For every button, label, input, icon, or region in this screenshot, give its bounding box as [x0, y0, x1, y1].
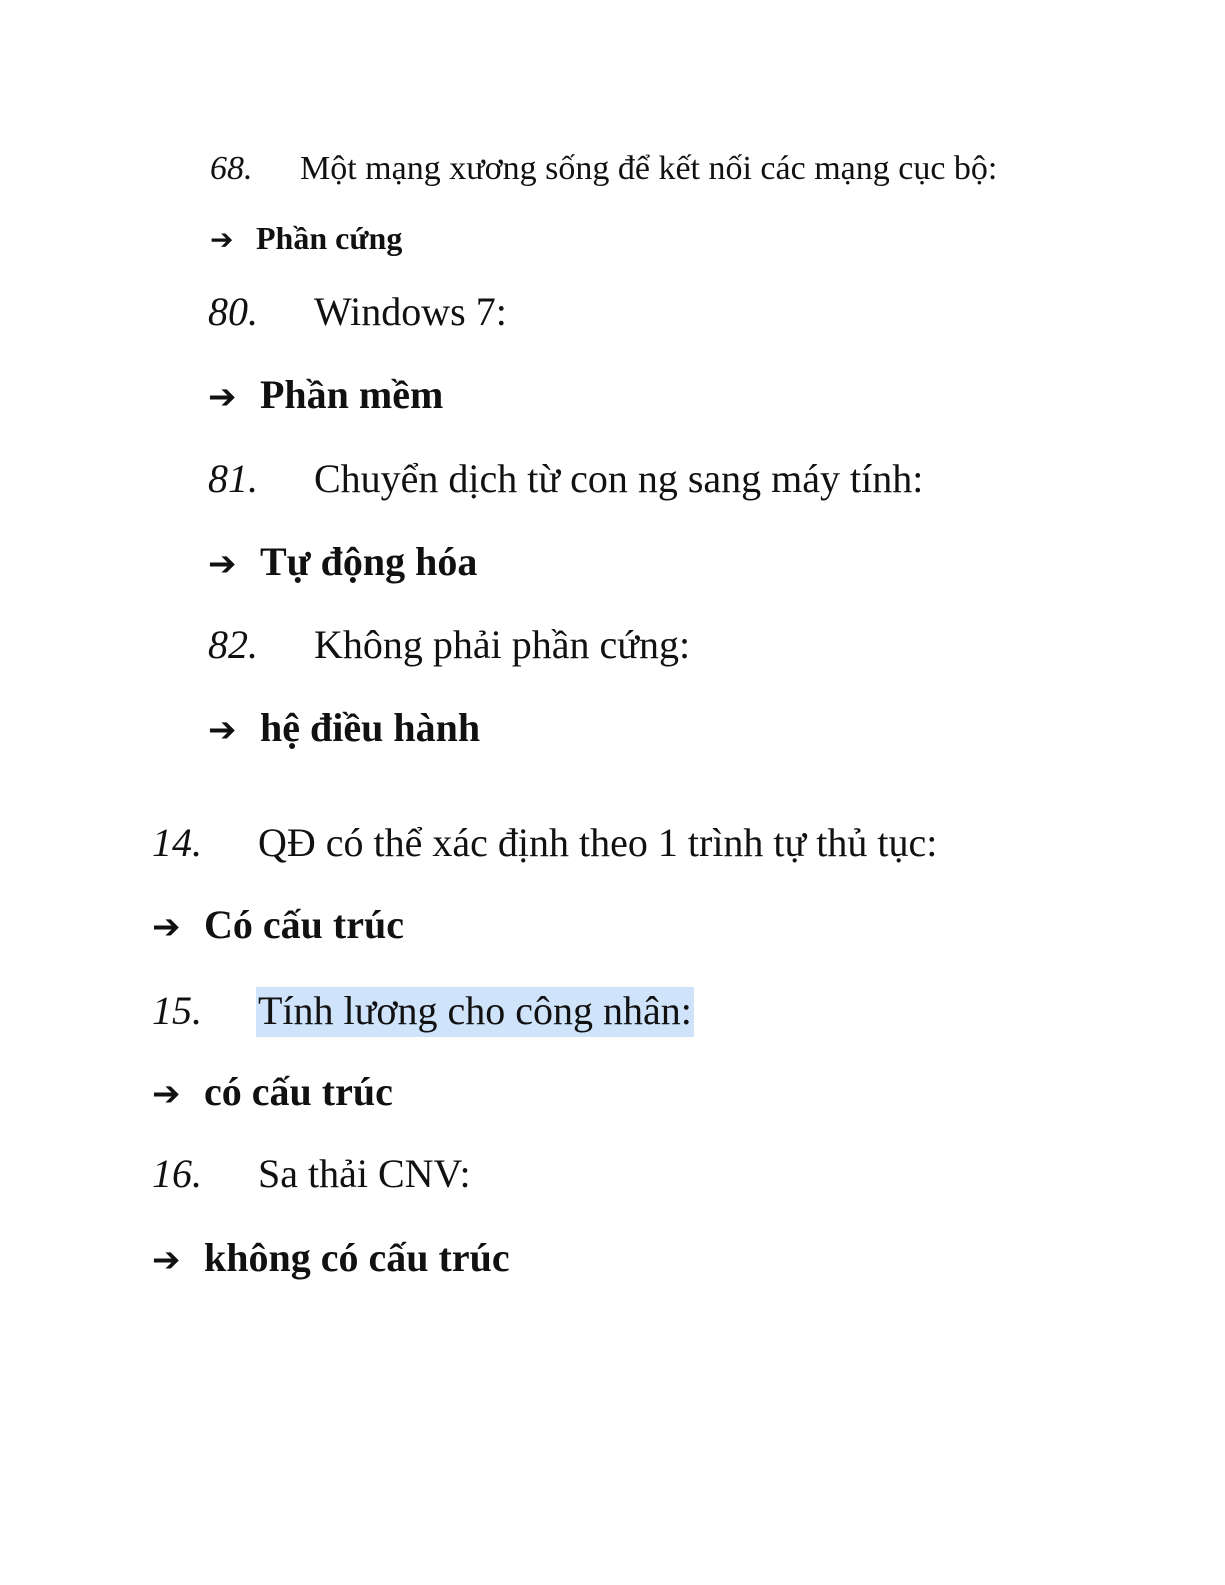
question-text: QĐ có thể xác định theo 1 trình tự thủ tục: — [258, 820, 938, 865]
question-text: Windows 7: — [314, 289, 507, 334]
answer-16 — [152, 1235, 510, 1280]
arrow-right-icon: ➔ — [152, 1074, 181, 1114]
question-number: 81. — [208, 456, 258, 501]
answer-text: Tự động hóa — [260, 539, 478, 584]
answer-text: Có cấu trúc — [204, 902, 404, 947]
highlighted-question-text[interactable]: Tính lương cho công nhân: — [256, 987, 694, 1037]
question-number: 82. — [208, 622, 258, 667]
question-16 — [152, 1151, 471, 1196]
answer-82 — [208, 705, 481, 750]
answer-text: có cấu trúc — [204, 1069, 393, 1114]
answer-15 — [152, 1069, 393, 1114]
question-number: 14. — [152, 820, 202, 865]
question-text: Không phải phần cứng: — [314, 622, 691, 667]
question-number: 16. — [152, 1151, 202, 1196]
answer-81 — [208, 539, 478, 584]
question-text: Một mạng xương sống để kết nối các mạng cục bộ: — [300, 150, 998, 187]
question-14 — [152, 820, 938, 865]
question-68 — [210, 152, 997, 186]
answer-68 — [210, 222, 402, 254]
question-82 — [208, 622, 691, 667]
arrow-right-icon: ➔ — [208, 544, 237, 584]
answer-80 — [208, 372, 444, 417]
question-text: Chuyển dịch từ con ng sang máy tính: — [314, 456, 924, 501]
arrow-right-icon: ➔ — [152, 1240, 181, 1280]
question-81 — [208, 456, 924, 501]
answer-text: không có cấu trúc — [204, 1235, 510, 1280]
arrow-right-icon: ➔ — [152, 907, 181, 947]
arrow-right-icon: ➔ — [208, 377, 237, 417]
answer-text: hệ điều hành — [260, 705, 481, 750]
arrow-right-icon: ➔ — [208, 710, 237, 750]
question-15 — [152, 987, 694, 1037]
answer-14 — [152, 902, 404, 947]
question-number: 68. — [210, 150, 253, 187]
question-80 — [208, 289, 507, 334]
question-number: 15. — [152, 988, 202, 1033]
arrow-right-icon: ➔ — [210, 223, 234, 256]
question-number: 80. — [208, 289, 258, 334]
answer-text: Phần cứng — [256, 220, 403, 256]
answer-text: Phần mềm — [260, 372, 444, 417]
question-text: Sa thải CNV: — [258, 1151, 471, 1196]
